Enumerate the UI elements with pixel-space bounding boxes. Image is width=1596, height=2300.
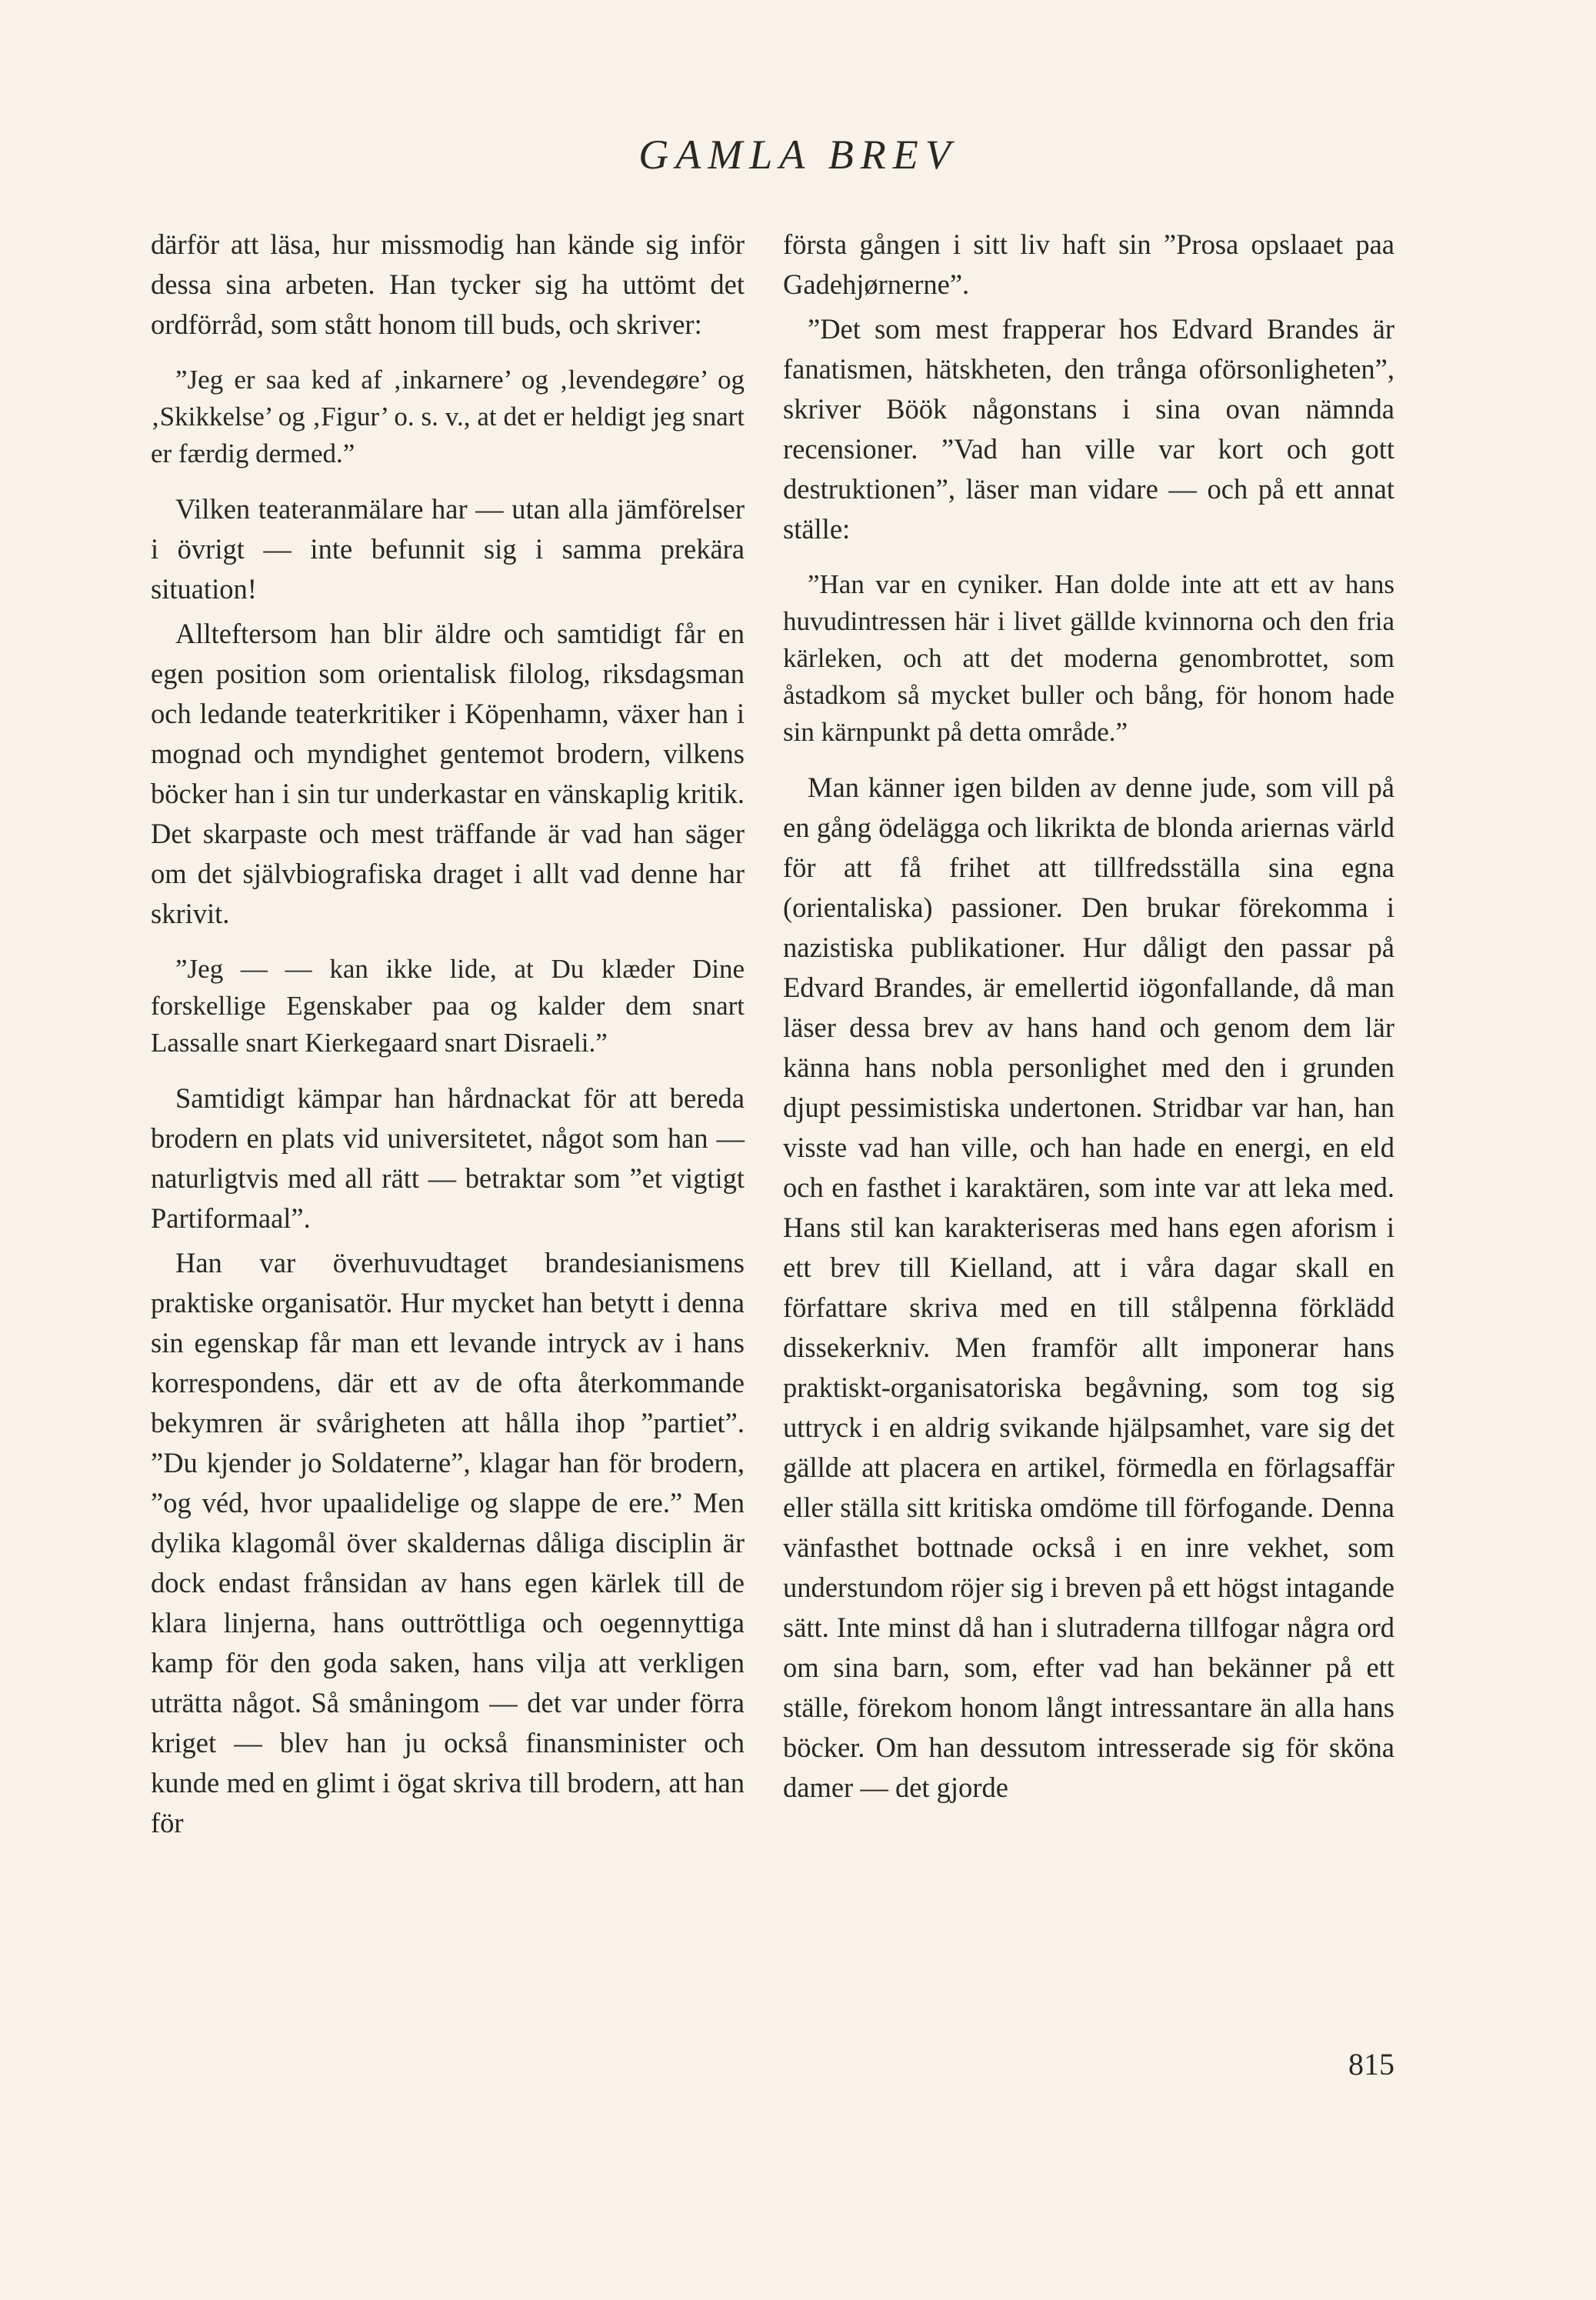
block-quote: ”Jeg er saa ked af ‚inkarnere’ og ‚levendegøre’ og ‚Skikkelse’ og ‚Figur’ o. s. v., at det er heldigt jeg snart er færdig dermed.” <box>151 365 745 468</box>
paragraph: första gången i sitt liv haft sin ”Prosa opslaaet paa Gadehjørnerne”. <box>783 228 1394 300</box>
right-column <box>783 225 1394 1808</box>
paragraph: Samtidigt kämpar han hårdnackat för att bereda brodern en plats vid universitetet, något som han — naturligtvis med all rätt — betraktar som ”et vigtigt Partiformaal”. <box>151 1082 745 1234</box>
paragraph: Han var överhuvudtaget brandesianismens praktiske organisatör. Hur mycket han betytt i denna sin egenskap får man ett levande intryck av i hans korrespondens, där ett av de ofta återkommande bekymren är svårigheten att hålla ihop ”partiet”. ”Du kjender jo Soldaterne”, klagar han för brodern, ”og véd, hvor upaalidelige og slappe de ere.” Men dylika klagomål över skaldernas dåliga disciplin är dock endast frånsidan av hans egen kärlek till de klara linjerna, hans outtröttliga och oegennyttiga kamp för den goda saken, hans vilja att verkligen uträtta något. Så småningom — det var under förra kriget — blev han ju också finansminister och kunde med en glimt i ögat skriva till brodern, att han för <box>151 1247 745 1838</box>
page-number: 815 <box>1348 2047 1394 2082</box>
paragraph: ”Det som mest frapperar hos Edvard Brandes är fanatismen, hätskheten, den trånga oförsonligheten”, skriver Böök någonstans i sina ovan nämnda recensioner. ”Vad han ville var kort och gott destruktionen”, läser man vidare — och på ett annat ställe: <box>783 313 1394 545</box>
block-quote: ”Jeg — — kan ikke lide, at Du klæder Dine forskellige Egenskaber paa og kalder dem snart Lassalle snart Kierkegaard snart Disraeli.” <box>151 954 745 1058</box>
paragraph: Allteftersom han blir äldre och samtidigt får en egen position som orientalisk filolog, riksdagsman och ledande teaterkritiker i Köpenhamn, växer han i mognad och myndighet gentemot brodern, vilkens böcker han i sin tur underkastar en vänskaplig kritik. Det skarpaste och mest träffande är vad han säger om det självbiografiska draget i allt vad denne har skrivit. <box>151 618 745 929</box>
paragraph: Vilken teateranmälare har — utan alla jämförelser i övrigt — inte befunnit sig i samma prekära situation! <box>151 493 745 605</box>
running-header: GAMLA BREV <box>638 132 958 178</box>
block-quote: ”Han var en cyniker. Han dolde inte att ett av hans huvudintressen här i livet gällde kvinnorna och den fria kärleken, och att det moderna genombrottet, som åstadkom så mycket buller och bång, för honom hade sin kärnpunkt på detta område.” <box>783 569 1394 747</box>
paragraph: därför att läsa, hur missmodig han kände sig inför dessa sina arbeten. Han tycker sig ha uttömt det ordförråd, som stått honom till buds, och skriver: <box>151 228 745 340</box>
paragraph: Man känner igen bilden av denne jude, som vill på en gång ödelägga och likrikta de blonda ariernas värld för att få frihet att tillfredsställa sina egna (orientaliska) passioner. Den brukar förekomma i nazistiska publikationer. Hur dåligt den passar på Edvard Brandes, är emellertid iögonfallande, då man läser dessa brev av hans hand och genom dem lär känna hans nobla personlighet med den i grunden djupt pessimistiska undertonen. Stridbar var han, han visste vad han ville, och han hade en energi, en eld och en fasthet i karaktären, som inte var att leka med. Hans stil kan karakteriseras med hans egen aforism i ett brev till Kielland, att i våra dagar skall en författare skriva med en till stålpenna förklädd dissekerkniv. Men framför allt imponerar hans praktiskt-organisatoriska begåvning, som tog sig uttryck i en aldrig svikande hjälpsamhet, vare sig det gällde att placera en artikel, förmedla en förlagsaffär eller ställa sitt kritiska omdöme till förfogande. Denna vänfasthet bottnade också i en inre vekhet, som understundom röjer sig i breven på ett högst intagande sätt. Inte minst då han i slutraderna tillfogar några ord om sina barn, som, efter vad han bekänner på ett ställe, förekom honom långt intressantare än alla hans böcker. Om han dessutom intresserade sig för sköna damer — det gjorde <box>783 772 1394 1803</box>
left-column <box>151 225 745 1843</box>
